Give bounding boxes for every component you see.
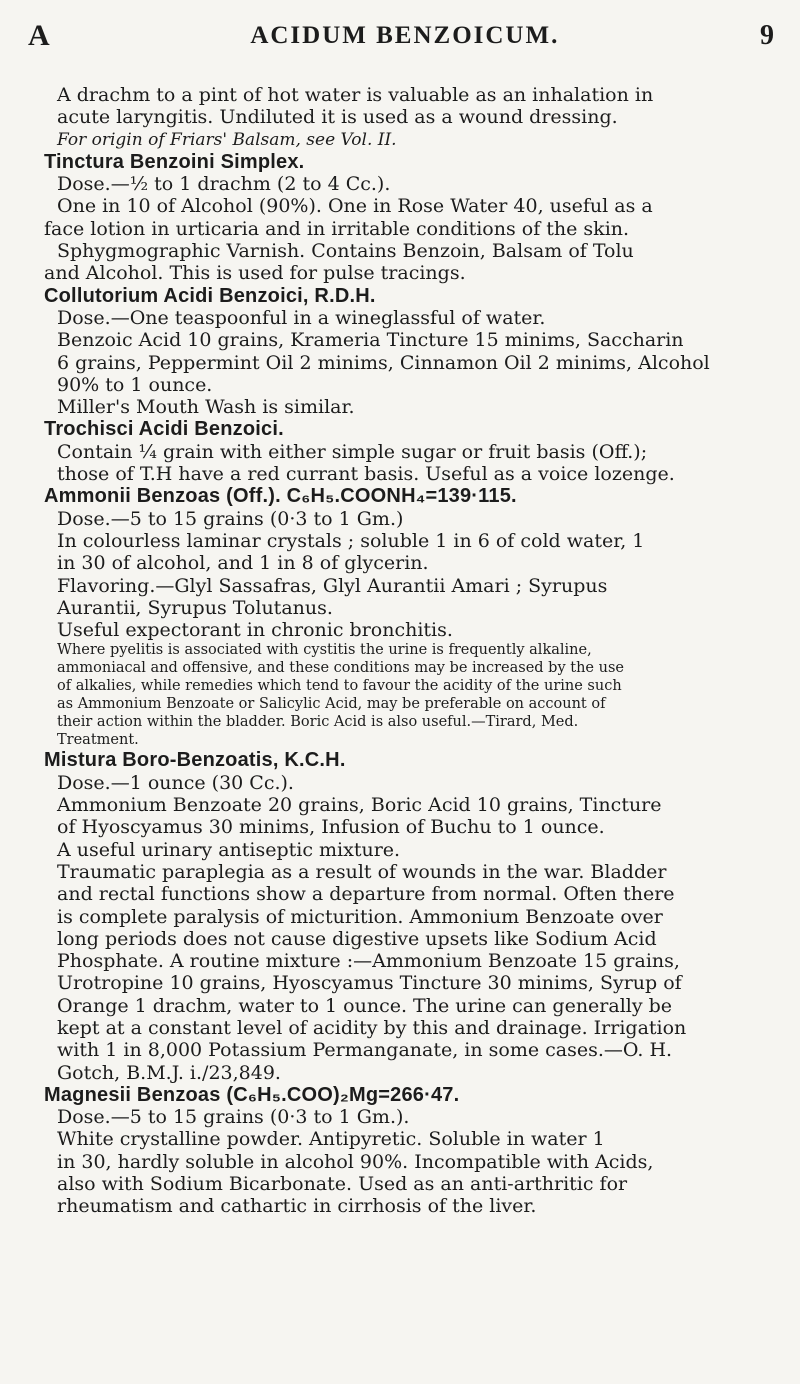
running-header [28, 14, 774, 58]
note-line: Where pyelitis is associated with cystitis the urine is frequently alkaline, [57, 642, 592, 659]
text-line: A useful urinary antiseptic mixture. [57, 838, 401, 861]
text-line: Dose.—1 ounce (30 Cc.). [57, 771, 294, 794]
text-line: Aurantii, Syrupus Tolutanus. [57, 596, 333, 619]
text-line: White crystalline powder. Antipyretic. Soluble in water 1 [57, 1128, 605, 1151]
text-line: Dose.—5 to 15 grains (0·3 to 1 Gm.). [57, 1106, 410, 1129]
text-line: in 30, hardly soluble in alcohol 90%. Incompatible with Acids, [57, 1150, 654, 1173]
text-line: rheumatism and cathartic in cirrhosis of the liver. [57, 1195, 537, 1218]
text-line: Phosphate. A routine mixture :—Ammonium Benzoate 15 grains, [57, 950, 680, 973]
text-line: Miller's Mouth Wash is similar. [57, 396, 355, 419]
entry-heading: Mistura Boro-Benzoatis, K.C.H. [44, 749, 346, 772]
text-line: 90% to 1 ounce. [57, 373, 213, 396]
entry-heading: Magnesii Benzoas (C₆H₅.COO)₂Mg=266·47. [44, 1083, 460, 1106]
text-line: One in 10 of Alcohol (90%). One in Rose Water 40, useful as a [57, 195, 653, 218]
text-line: 6 grains, Peppermint Oil 2 minims, Cinnamon Oil 2 minims, Alcohol [57, 351, 710, 374]
text-line: Gotch, B.M.J. i./23,849. [57, 1061, 281, 1084]
text-line: is complete paralysis of micturition. Ammonium Benzoate over [57, 905, 663, 928]
text-line: Dose.—½ to 1 drachm (2 to 4 Cc.). [57, 173, 391, 196]
text-line: Contain ¼ grain with either simple sugar or fruit basis (Off.); [57, 440, 648, 463]
text-line: those of T.H have a red currant basis. Useful as a voice lozenge. [57, 463, 675, 486]
entry-heading: Tinctura Benzoini Simplex. [44, 150, 305, 173]
text-line: with 1 in 8,000 Potassium Permanganate, in some cases.—O. H. [57, 1039, 673, 1062]
note-line: as Ammonium Benzoate or Salicylic Acid, may be preferable on account of [57, 696, 606, 713]
text-line: of Hyoscyamus 30 minims, Infusion of Buchu to 1 ounce. [57, 816, 605, 839]
text-line: Urotropine 10 grains, Hyoscyamus Tincture 30 minims, Syrup of [57, 972, 682, 995]
note-line: Treatment. [57, 732, 139, 749]
text-line: also with Sodium Bicarbonate. Used as an anti-arthritic for [57, 1173, 628, 1196]
text-line: In colourless laminar crystals ; soluble 1 in 6 of cold water, 1 [57, 529, 645, 552]
entry-heading: Collutorium Acidi Benzoici, R.D.H. [44, 284, 376, 307]
note-line: of alkalies, while remedies which tend to favour the acidity of the urine such [57, 678, 622, 695]
text-line: Flavoring.—Glyl Sassafras, Glyl Aurantii Amari ; Syrupus [57, 574, 608, 597]
note-line: ammoniacal and offensive, and these conditions may be increased by the use [57, 660, 624, 677]
note-line: their action within the bladder. Boric Acid is also useful.—Tirard, Med. [57, 714, 579, 731]
text-line: long periods does not cause digestive upsets like Sodium Acid [57, 927, 657, 950]
text-line: Dose.—5 to 15 grains (0·3 to 1 Gm.) [57, 507, 404, 530]
entry-heading: Ammonii Benzoas (Off.). C₆H₅.COONH₄=139·115. [44, 485, 517, 508]
text-line: and Alcohol. This is used for pulse tracings. [44, 262, 466, 285]
text-line: A drachm to a pint of hot water is valuable as an inhalation in [57, 84, 654, 106]
running-title: ACIDUM BENZOICUM. [250, 22, 560, 49]
text-line: For origin of Friars' Balsam, see Vol. II. [57, 129, 397, 150]
entry-heading: Trochisci Acidi Benzoici. [44, 418, 284, 441]
text-line: Dose.—One teaspoonful in a wineglassful of water. [57, 306, 546, 329]
text-line: Benzoic Acid 10 grains, Krameria Tincture 15 minims, Saccharin [57, 329, 684, 352]
text-line: acute laryngitis. Undiluted it is used as a wound dressing. [57, 106, 618, 129]
page-number: 9 [759, 20, 774, 51]
text-line: in 30 of alcohol, and 1 in 8 of glycerin. [57, 552, 429, 575]
section-letter: A [28, 19, 50, 52]
page-body [44, 84, 776, 1218]
text-line: and rectal functions show a departure from normal. Often there [57, 883, 675, 906]
text-line: Traumatic paraplegia as a result of wounds in the war. Bladder [57, 860, 667, 883]
text-line: kept at a constant level of acidity by this and drainage. Irrigation [57, 1016, 687, 1039]
text-line: Orange 1 drachm, water to 1 ounce. The urine can generally be [57, 994, 673, 1017]
text-line: face lotion in urticaria and in irritable conditions of the skin. [44, 217, 630, 240]
text-line: Useful expectorant in chronic bronchitis. [57, 619, 453, 642]
text-line: Ammonium Benzoate 20 grains, Boric Acid 10 grains, Tincture [57, 794, 662, 817]
text-line: Sphygmographic Varnish. Contains Benzoin, Balsam of Tolu [57, 240, 634, 263]
